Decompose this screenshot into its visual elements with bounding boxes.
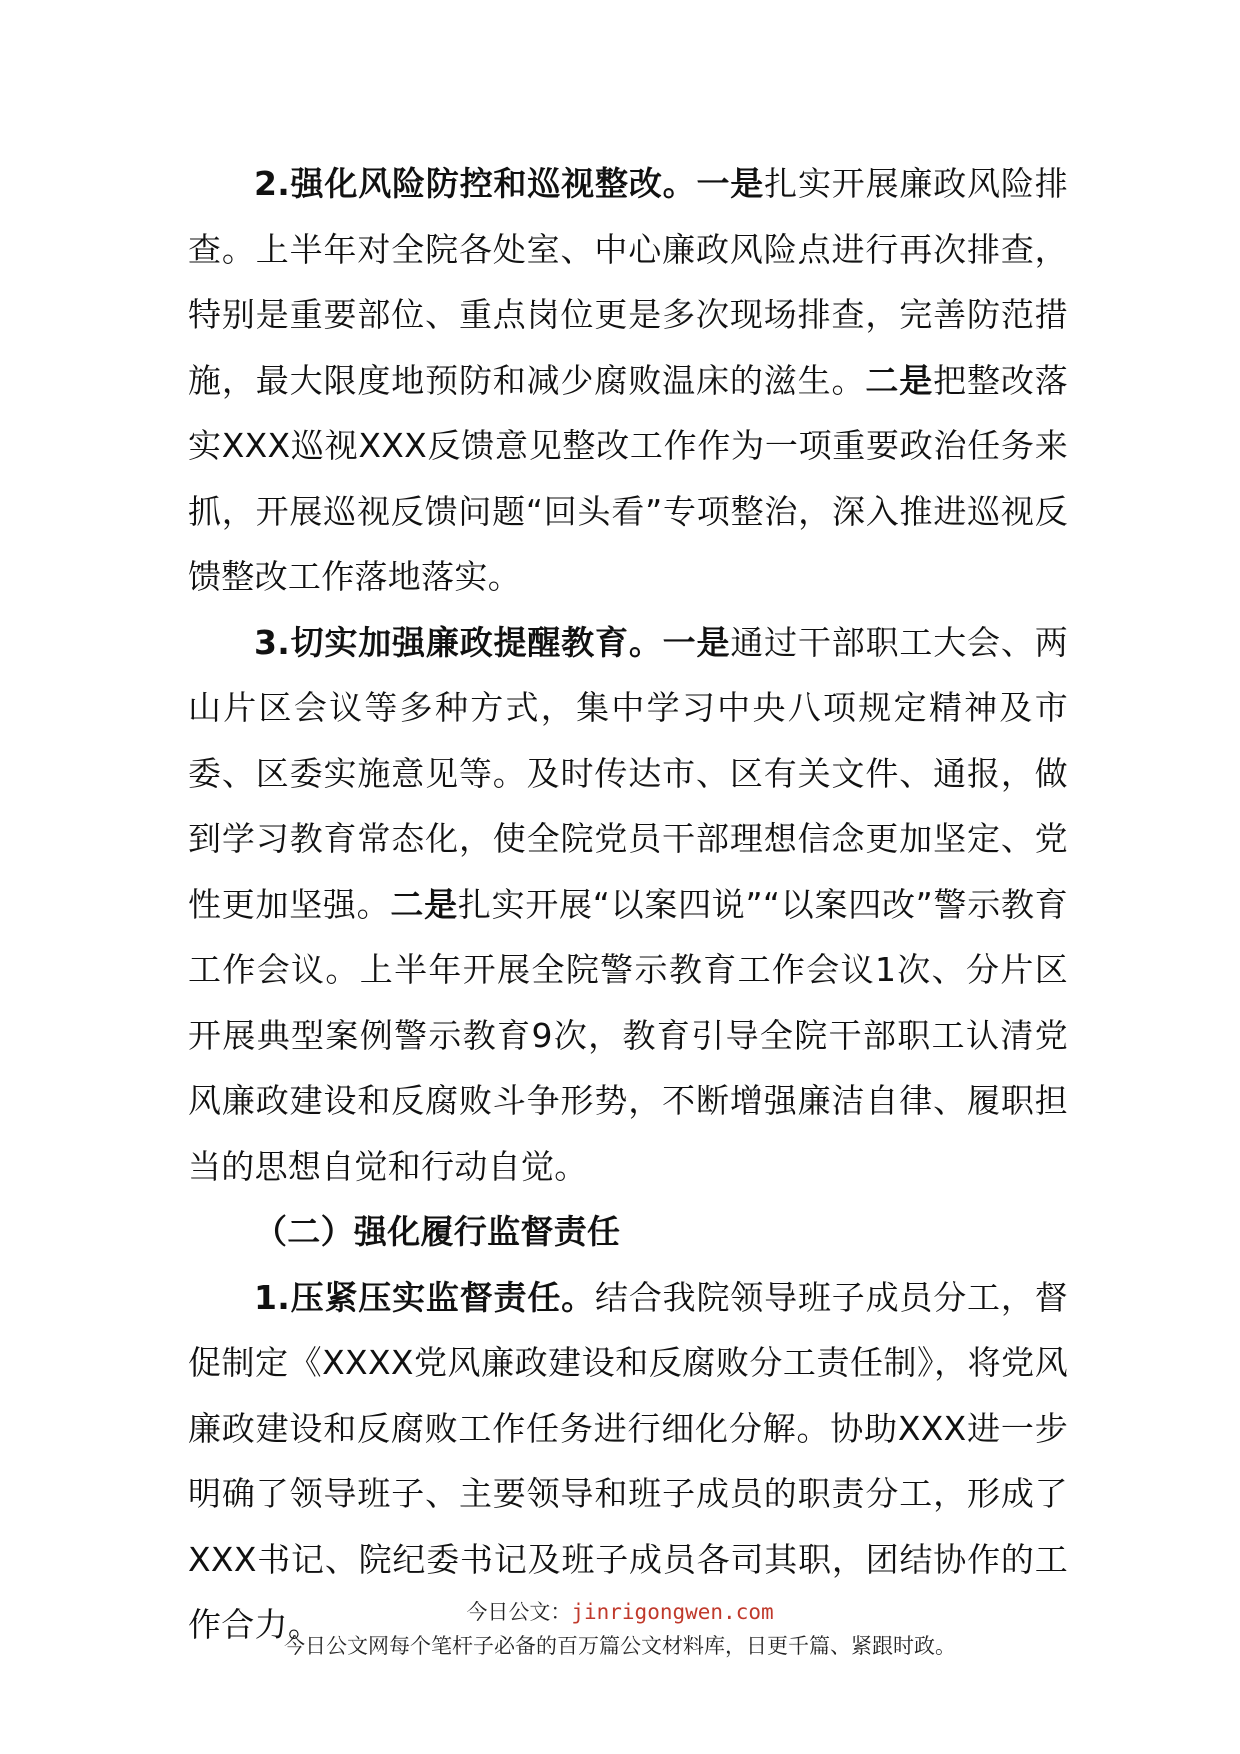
- document-body: [188, 151, 1068, 1658]
- paragraph-text: 通过干部职工大会、两山片区会议等多种方式，集中学习中央八项规定精神及市委、区委实施意见等。及时传达市、区有关文件、通报，做到学习教育常态化，使全院党员干部理想信念更加坚定、党性更加坚强。: [188, 622, 1069, 924]
- footer-url-link[interactable]: jinrigongwen.com: [571, 1600, 774, 1624]
- paragraph-risk-control: [188, 151, 1068, 610]
- paragraph-text: 扎实开展廉政风险排查。上半年对全院各处室、中心廉政风险点进行再次排查，特别是重要部位、重点岗位更是多次现场排查，完善防范措施，最大限度地预防和减少腐败温床的滋生。: [188, 164, 1069, 400]
- marker-first: 一是: [696, 164, 765, 203]
- marker-first: 一是: [662, 622, 731, 662]
- footer-label: 今日公文：: [466, 1600, 572, 1624]
- paragraph-lead: 1.压紧压实监督责任。: [254, 1277, 596, 1317]
- marker-second: 二是: [865, 360, 934, 400]
- paragraph-text: 扎实开展“以案四说”“以案四改”警示教育工作会议。上半年开展全院警示教育工作会议1次、分片区开展典型案例警示教育9次，教育引导全院干部职工认清党风廉政建设和反腐败斗争形势，不断增强廉洁自律、履职担当的思想自觉和行动自觉。: [188, 884, 1068, 1186]
- paragraph-lead: 2.强化风险防控和巡视整改。: [254, 164, 697, 203]
- footer-slogan: 今日公文网每个笔杆子必备的百万篇公文材料库，日更千篇、紧跟时政。: [284, 1634, 956, 1658]
- paragraph-text: 把整改落实XXX巡视XXX反馈意见整改工作作为一项重要政治任务来抓，开展巡视反馈问题“回头看”专项整治，深入推进巡视反馈整改工作落地落实。: [188, 360, 1069, 596]
- marker-second: 二是: [390, 884, 458, 924]
- paragraph-lead: 3.切实加强廉政提醒教育。: [254, 622, 663, 662]
- footer-source: [0, 1596, 1240, 1626]
- paragraph-text: 结合我院领导班子成员分工，督促制定《XXXX党风廉政建设和反腐败分工责任制》，将党风廉政建设和反腐败工作任务进行细化分解。协助XXX进一步明确了领导班子、主要领导和班子成员的职责分工，形成了XXX书记、院纪委书记及班子成员各司其职，团结协作的工作合力。: [188, 1277, 1068, 1644]
- paragraph-integrity-education: [188, 610, 1068, 1200]
- section-heading: （二）强化履行监督责任: [254, 1212, 621, 1251]
